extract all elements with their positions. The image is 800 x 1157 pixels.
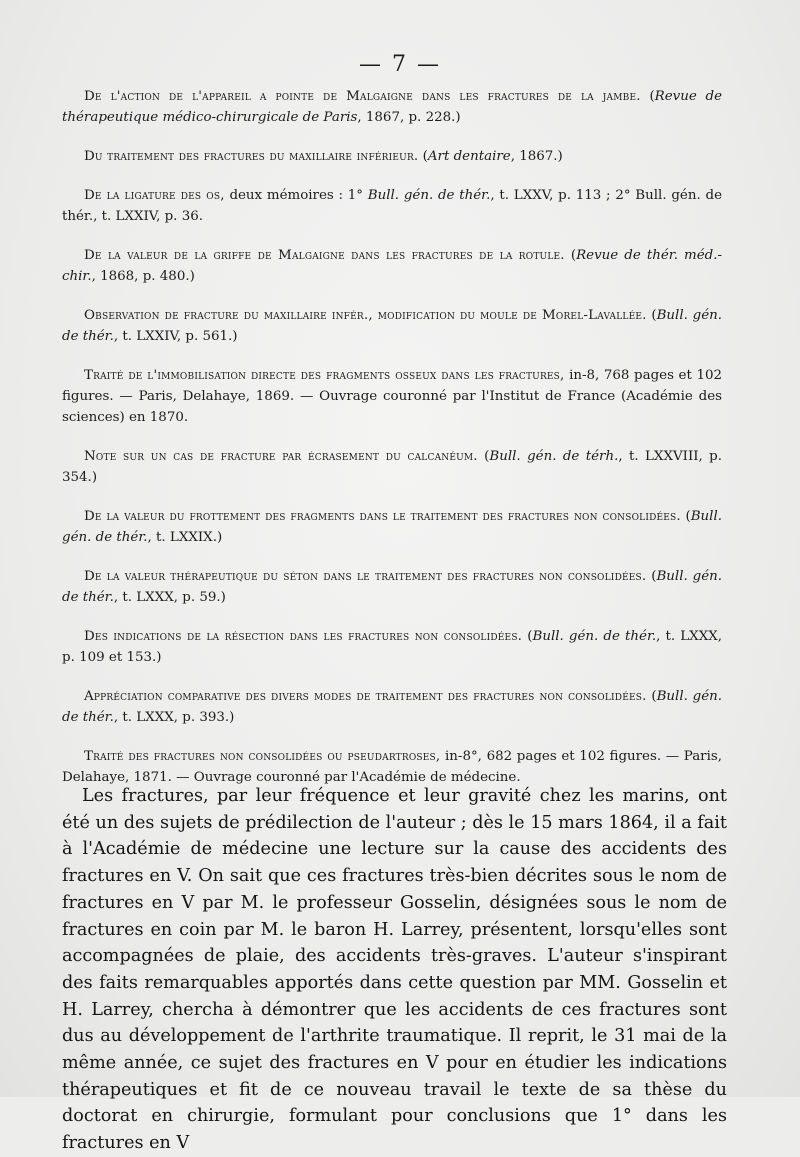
bibliography-entry: Traité des fractures non consolidées ou pseudartroses, in-8°, 682 pages et 102 figures. — Paris, Delahaye, 1871. — Ouvrage couronné par l'Académie de médecine. (62, 749, 722, 785)
bibliography-entry: De l'action de l'appareil a pointe de Malgaigne dans les fractures de la jambe. (Revue de thérapeutique médico-chirurgicale de Paris, 1867, p. 228.) (62, 89, 723, 125)
bibliography-entry: De la ligature des os, deux mémoires : 1° Bull. gén. de thér., t. LXXV, p. 113 ; 2° Bull. gén. de thér., t. LXXIV, p. 36. (62, 188, 723, 224)
page-number: — 7 — (359, 52, 441, 77)
bibliography-entry: De la valeur thérapeutique du séton dans le traitement des fractures non consolidées. (Bull. gén. de thér., t. LXXX, p. 59.) (62, 569, 723, 605)
bibliography-entry: De la valeur de la griffe de Malgaigne dans les fractures de la rotule. (Revue de thér. méd.-chir., 1868, p. 480.) (62, 248, 722, 284)
bibliography-entry: Note sur un cas de fracture par écrasement du calcanéum. (Bull. gén. de térh., t. LXXVIII, p. 354.) (62, 449, 723, 485)
bibliography-entry: De la valeur du frottement des fragments dans le traitement des fractures non consolidées. (Bull. gén. de thér., t. LXXIX.) (62, 509, 722, 545)
bibliography-entry: Traité de l'immobilisation directe des fragments osseux dans les fractures, in-8, 768 pages et 102 figures. — Paris, Delahaye, 1869. — Ouvrage couronné par l'Institut de France (Académie des sciences) en 1870. (62, 368, 722, 425)
bibliography-entry: Appréciation comparative des divers modes de traitement des fractures non consolidées. (Bull. gén. de thér., t. LXXX, p. 393.) (62, 689, 723, 725)
bibliography-entry: Du traitement des fractures du maxillaire inférieur. (Art dentaire, 1867.) (84, 149, 563, 164)
body-paragraph: Les fractures, par leur fréquence et leur gravité chez les marins, ont été un des sujets de prédilection de l'auteur ; dès le 15 mars 1864, il a fait à l'Académie de médecine une lecture sur la cause des accidents des fractures en V. On sait que ces fractures très-bien décrites sous le nom de fractures en V par M. le professeur Gosselin, désignées sous le nom de fractures en coin par M. le baron H. Larrey, présentent, lorsqu'elles sont accompagnées de plaie, des accidents très-graves. L'auteur s'inspirant des faits remarquables apportés dans cette question par MM. Gosselin et H. Larrey, chercha à démontrer que les accidents de ces fractures sont dus au développement de l'arthrite traumatique. Il reprit, le 31 mai de la même année, ce sujet des fractures en V pour en étudier les indications thérapeutiques et fit de ce nouveau travail le texte de sa thèse du doctorat en chirurgie, formulant pour conclusions que 1° dans les fractures en V (62, 786, 727, 1154)
bibliography-list (62, 86, 722, 806)
bibliography-entry: Des indications de la résection dans les fractures non consolidées. (Bull. gén. de thér., t. LXXX, p. 109 et 153.) (62, 629, 723, 665)
bibliography-entry: Observation de fracture du maxillaire infér., modification du moule de Morel-Lavallée. (Bull. gén. de thér., t. LXXIV, p. 561.) (62, 308, 723, 344)
